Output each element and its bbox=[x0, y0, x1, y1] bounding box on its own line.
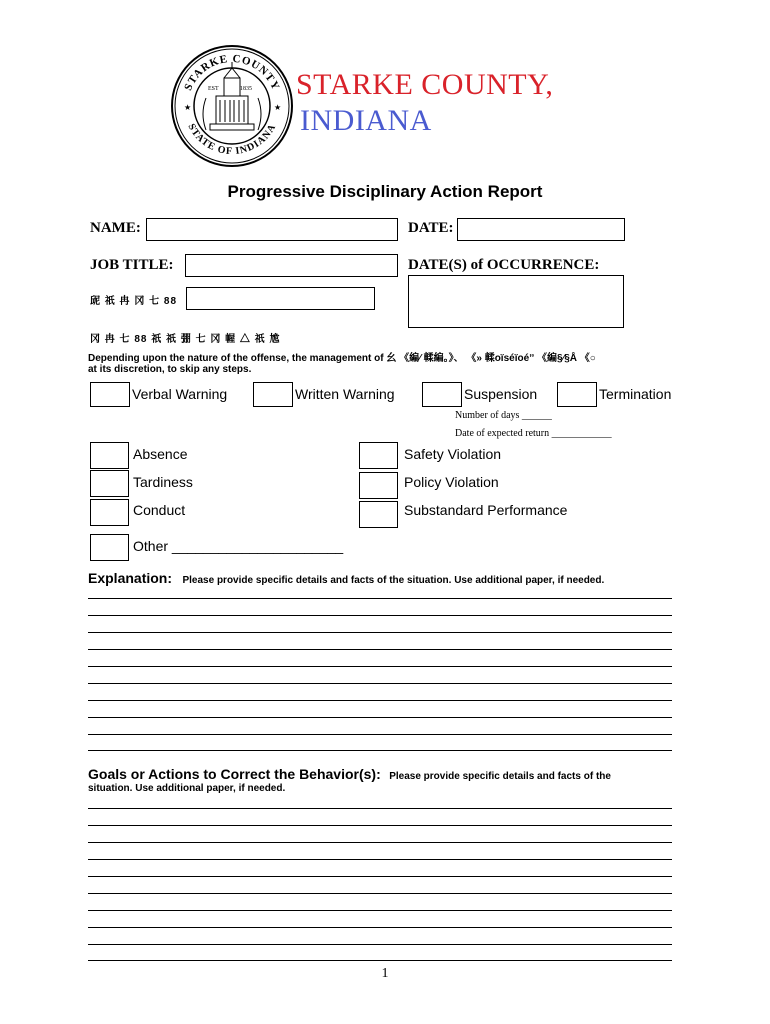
name-label: NAME: bbox=[90, 220, 141, 236]
garbled-label-1: 屔 祇 冉 冈 七 88 bbox=[90, 296, 178, 307]
job-title-label: JOB TITLE: bbox=[90, 257, 174, 273]
svg-text:★: ★ bbox=[274, 103, 282, 112]
svg-text:STARKE COUNTY: STARKE COUNTY bbox=[182, 52, 282, 93]
instructions-garbled: 幺 《編⁄ 輮編。》、 《» 輮oїséїoéˮ 《編§⁄§Å 《○ bbox=[386, 353, 596, 364]
absence-checkbox[interactable] bbox=[90, 442, 129, 469]
writing-line bbox=[88, 808, 672, 809]
department-field[interactable] bbox=[186, 287, 375, 310]
dates-occurrence-label: DATE(S) of OCCURRENCE: bbox=[408, 257, 600, 273]
instructions-text: Depending upon the nature of the offense, the management of bbox=[88, 353, 387, 364]
goals-label: Goals or Actions to Correct the Behavior(s): bbox=[88, 766, 381, 782]
writing-line bbox=[88, 944, 672, 945]
writing-line bbox=[88, 876, 672, 877]
instructions-line1 bbox=[88, 349, 596, 364]
tardiness-label: Tardiness bbox=[133, 474, 193, 490]
absence-label: Absence bbox=[133, 446, 188, 462]
writing-line bbox=[88, 842, 672, 843]
writing-line bbox=[88, 893, 672, 894]
page-title: Progressive Disciplinary Action Report bbox=[227, 182, 543, 201]
number-of-days: Number of days ______ bbox=[455, 410, 552, 421]
substandard-performance-label: Substandard Performance bbox=[404, 502, 568, 518]
verbal-warning-checkbox[interactable] bbox=[90, 382, 130, 407]
writing-line bbox=[88, 734, 672, 735]
garbled-label-2: 冈 冉 七 88 祇 祇 弸 七 冈 幄 △ 祇 尯 bbox=[90, 334, 281, 345]
safety-violation-label: Safety Violation bbox=[404, 446, 502, 462]
policy-violation-checkbox[interactable] bbox=[359, 472, 398, 499]
page-number: 1 bbox=[381, 966, 389, 981]
safety-violation-checkbox[interactable] bbox=[359, 442, 398, 469]
written-warning-checkbox[interactable] bbox=[253, 382, 293, 407]
suspension-label: Suspension bbox=[464, 386, 538, 402]
explanation-text: Please provide specific details and facts of the situation. Use additional paper, if needed. bbox=[182, 575, 605, 586]
instructions-line2: at its discretion, to skip any steps. bbox=[88, 364, 252, 375]
writing-line bbox=[88, 859, 672, 860]
svg-text:★: ★ bbox=[184, 103, 192, 112]
county-seal bbox=[170, 44, 294, 168]
conduct-label: Conduct bbox=[133, 502, 186, 518]
writing-line bbox=[88, 960, 672, 961]
county-name-line1: STARKE COUNTY, bbox=[296, 68, 554, 101]
name-field[interactable] bbox=[146, 218, 398, 241]
substandard-performance-checkbox[interactable] bbox=[359, 501, 398, 528]
goals-heading bbox=[88, 766, 611, 784]
job-title-field[interactable] bbox=[185, 254, 398, 277]
date-expected-return: Date of expected return ____________ bbox=[455, 428, 612, 439]
goals-text: Please provide specific details and facts of the bbox=[389, 771, 611, 782]
writing-line bbox=[88, 750, 672, 751]
other-checkbox[interactable] bbox=[90, 534, 129, 561]
svg-text:1835: 1835 bbox=[240, 86, 252, 92]
writing-line bbox=[88, 632, 672, 633]
verbal-warning-label: Verbal Warning bbox=[132, 386, 228, 402]
svg-text:STATE OF INDIANA: STATE OF INDIANA bbox=[185, 121, 279, 158]
writing-line bbox=[88, 717, 672, 718]
writing-line bbox=[88, 700, 672, 701]
explanation-label: Explanation: bbox=[88, 570, 173, 586]
goals-text-line2: situation. Use additional paper, if needed. bbox=[88, 783, 286, 794]
dates-occurrence-field[interactable] bbox=[408, 275, 624, 328]
explanation-heading bbox=[88, 570, 604, 588]
writing-line bbox=[88, 666, 672, 667]
writing-line bbox=[88, 927, 672, 928]
written-warning-label: Written Warning bbox=[295, 386, 395, 402]
date-label: DATE: bbox=[408, 220, 454, 236]
policy-violation-label: Policy Violation bbox=[404, 474, 499, 490]
conduct-checkbox[interactable] bbox=[90, 499, 129, 526]
writing-line bbox=[88, 649, 672, 650]
termination-checkbox[interactable] bbox=[557, 382, 597, 407]
other-label: Other ______________________ bbox=[133, 538, 344, 554]
suspension-checkbox[interactable] bbox=[422, 382, 462, 407]
termination-label: Termination bbox=[599, 386, 672, 402]
writing-line bbox=[88, 910, 672, 911]
tardiness-checkbox[interactable] bbox=[90, 470, 129, 497]
svg-text:EST: EST bbox=[208, 86, 219, 92]
writing-line bbox=[88, 825, 672, 826]
county-name-line2: INDIANA bbox=[300, 104, 432, 137]
writing-line bbox=[88, 615, 672, 616]
writing-line bbox=[88, 683, 672, 684]
writing-line bbox=[88, 598, 672, 599]
date-field[interactable] bbox=[457, 218, 625, 241]
